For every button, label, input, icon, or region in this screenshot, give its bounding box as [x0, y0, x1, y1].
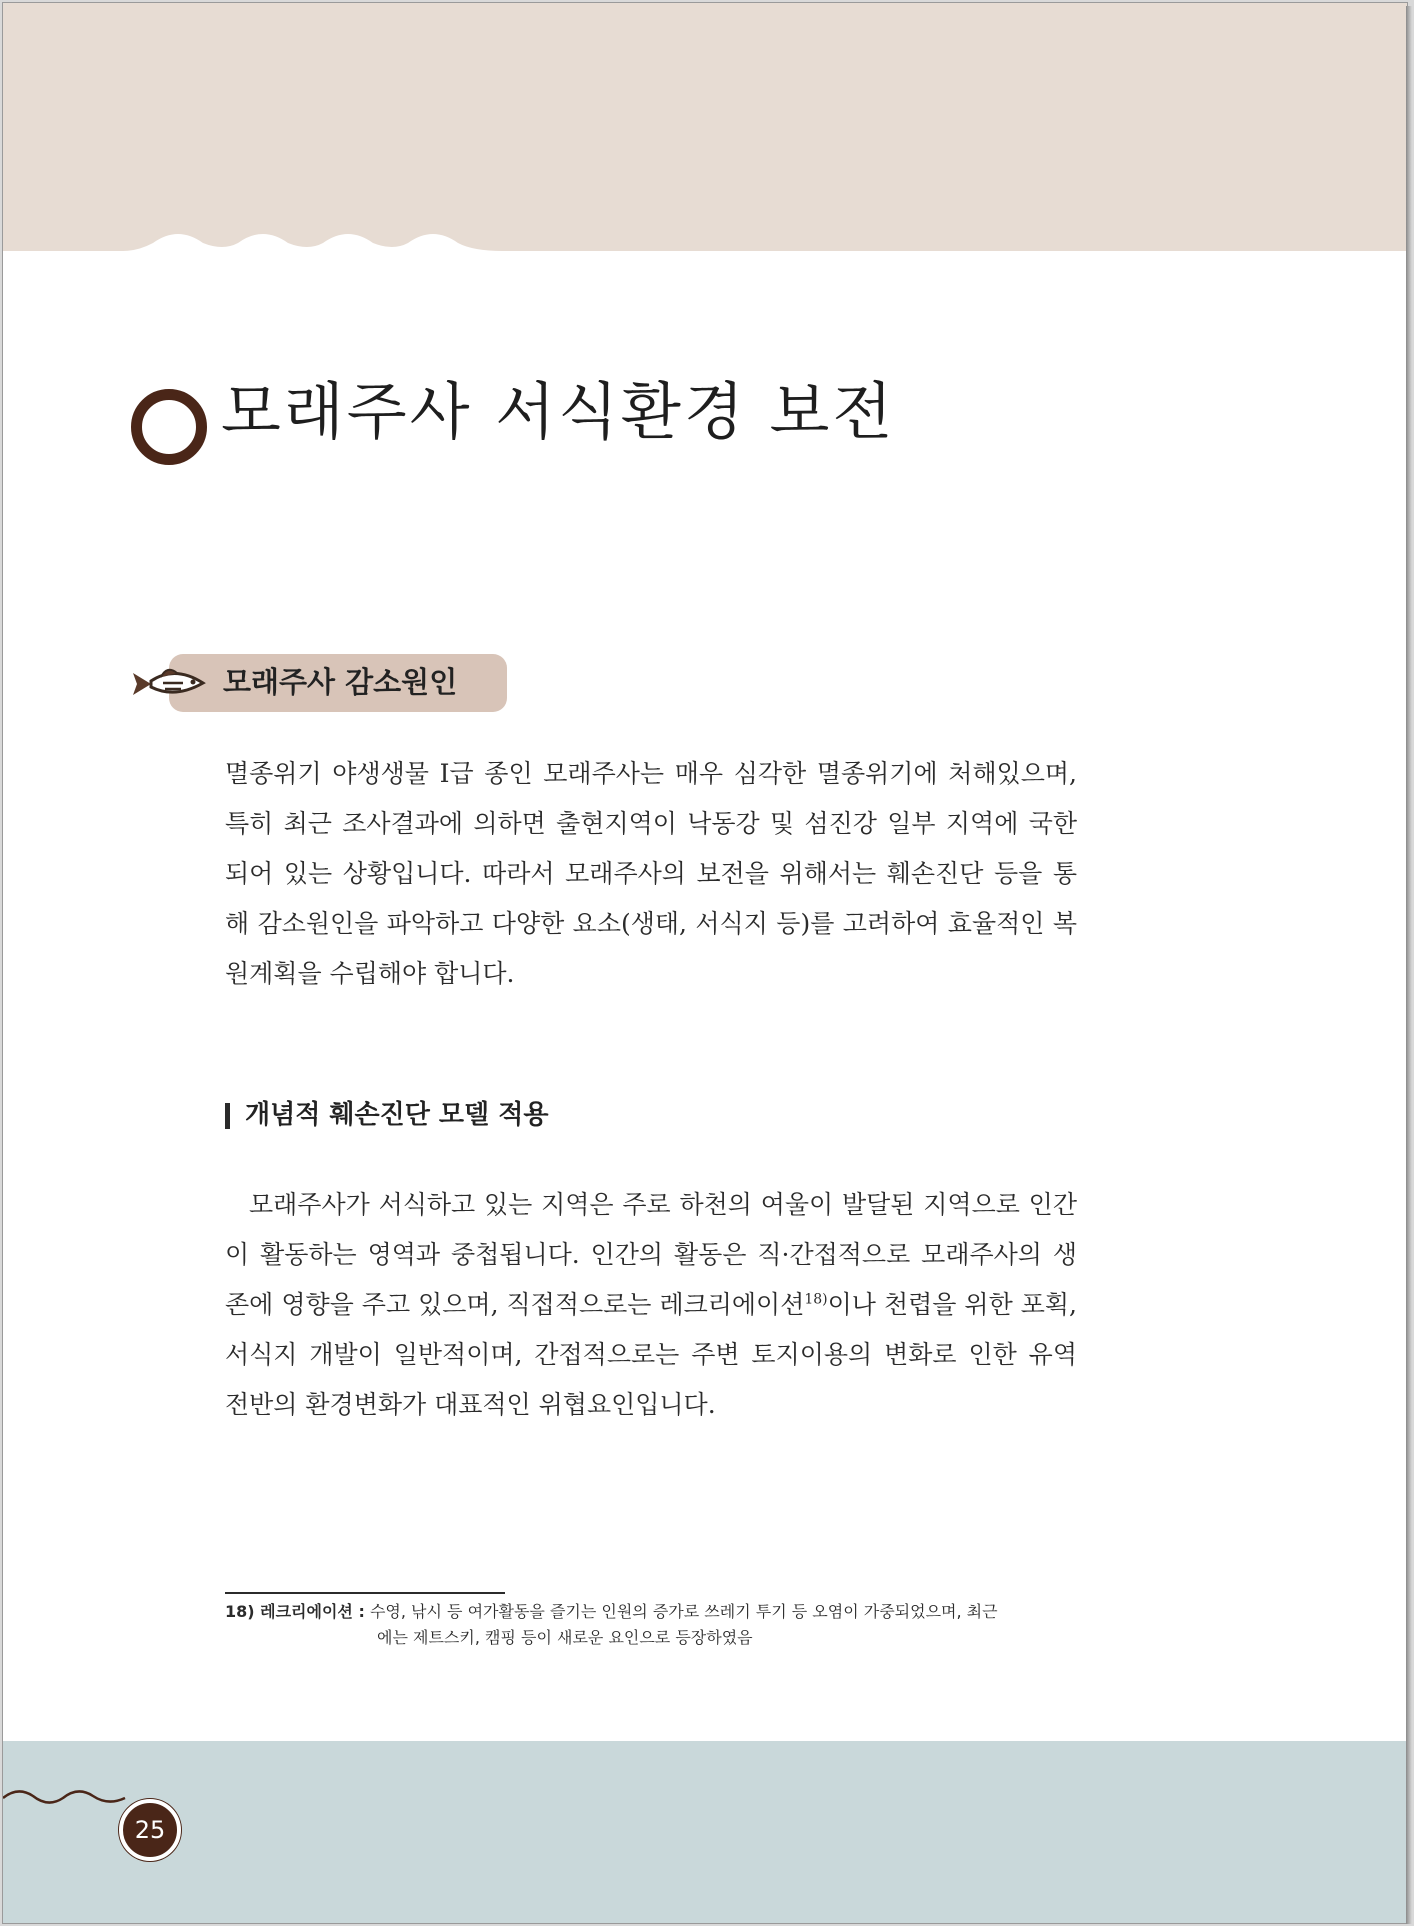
footnote [225, 1599, 1077, 1651]
subsection-paragraph [225, 1180, 1077, 1430]
footnote-divider [225, 1592, 505, 1594]
page [2, 2, 1408, 1924]
subsection-heading: 개념적 훼손진단 모델 적용 [245, 1100, 549, 1130]
section-paragraph: 멸종위기 야생생물 I급 종인 모래주사는 매우 심각한 멸종위기에 처해있으며, 특히 최근 조사결과에 의하면 출현지역이 낙동강 및 섬진강 일부 지역에 국한되어 있는 상황입니다. 따라서 모래주사의 보전을 위해서는 훼손진단 등을 통해 감소원인을 파악하고 다양한 요소(생태, 서식지 등)를 고려하여 효율적인 복원계획을 수립해야 합니다. [225, 759, 1077, 988]
paragraph-text-part1: 모래주사가 서식하고 있는 지역은 주로 하천의 여울이 발달된 지역으로 인간이 활동하는 영역과 중첩됩니다. 인간의 활동은 직·간접적으로 모래주사의 생존에 영향을 주고 있으며, 직접적으로는 레크리에이션 [225, 1190, 1077, 1319]
footnote-text-continued: 에는 제트스키, 캠핑 등이 새로운 요인으로 등장하였음 [377, 1628, 753, 1647]
footer-band [3, 1741, 1407, 1923]
page-shadow [1406, 6, 1412, 1924]
footer-wave-line [3, 1778, 133, 1818]
section-heading: 모래주사 감소원인 [223, 665, 458, 699]
paragraph-text-part2: 이나 천렵을 위한 포획, 서식지 개발이 일반적이며, 간접적으로는 주변 토지이용의 변화로 인한 유역 전반의 환경변화가 대표적인 위협요인입니다. [225, 1290, 1078, 1419]
header-band [3, 3, 1407, 253]
fish-icon [127, 659, 211, 707]
footnote-label: 18) 레크리에이션 : [225, 1602, 365, 1621]
title-ring-icon [131, 389, 207, 465]
footnote-ref[interactable]: 18) [804, 1291, 828, 1308]
page-number: 25 [119, 1799, 181, 1861]
page-title: 모래주사 서식환경 보전 [221, 375, 896, 448]
header-wave-shape [3, 3, 1407, 253]
footnote-text: 수영, 낚시 등 여가활동을 즐기는 인원의 증가로 쓰레기 투기 등 오염이 가중되었으며, 최근 [369, 1602, 998, 1621]
subheading-bar [225, 1103, 230, 1129]
